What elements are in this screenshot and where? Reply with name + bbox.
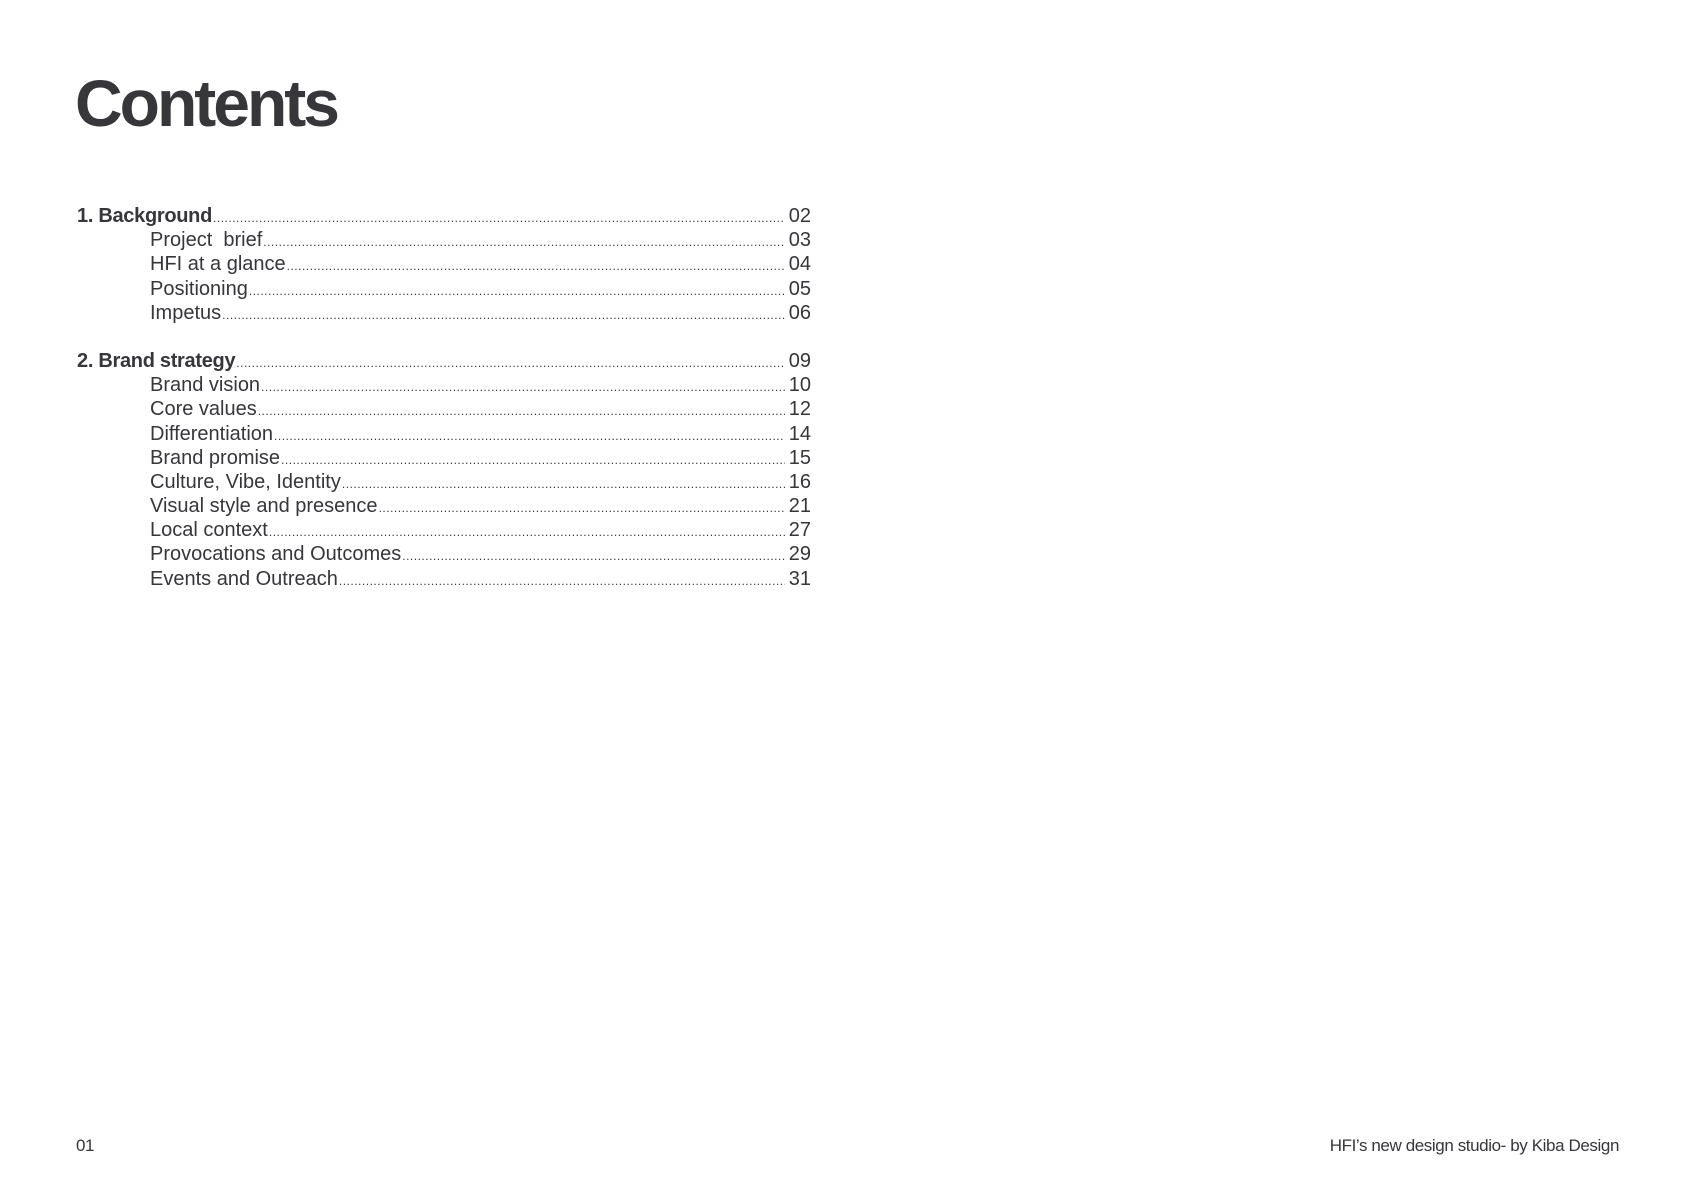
toc-entry-core-values[interactable] (77, 397, 811, 421)
toc-page-number: 21 (788, 495, 811, 518)
toc-entry-label: Local context (150, 519, 268, 542)
dot-leader (261, 375, 785, 399)
toc-entry-label: Differentiation (150, 422, 274, 445)
toc-page-number: 06 (788, 301, 811, 324)
toc-entry-label: 2. Brand strategy (77, 349, 236, 372)
toc-entry-visual-style-and-presence[interactable] (77, 494, 811, 518)
dot-leader (263, 230, 784, 254)
dot-leader (236, 351, 784, 375)
toc-entry-impetus[interactable] (77, 301, 811, 325)
dot-leader (213, 206, 785, 230)
toc-entry-label: Project brief (150, 229, 263, 252)
toc-entry-hfi-at-a-glance[interactable] (77, 252, 811, 276)
toc-page-number: 04 (788, 253, 811, 276)
toc-entry-brand-vision[interactable] (77, 373, 811, 397)
toc-entry-label: Brand vision (150, 374, 261, 397)
toc-entry-label: Core values (150, 398, 257, 421)
toc-entry-label: 1. Background (77, 205, 213, 227)
toc-page-number: 14 (788, 422, 811, 445)
toc-entry-label: HFI at a glance (150, 253, 286, 276)
toc-page-number: 05 (788, 277, 811, 300)
toc-page-number: 27 (788, 519, 811, 542)
toc-entry-label: Positioning (150, 277, 248, 300)
dot-leader (339, 569, 785, 593)
toc-entry-culture-vibe-identity[interactable] (77, 470, 811, 494)
toc-entry-positioning[interactable] (77, 277, 811, 301)
toc-entry-provocations-and-outcomes[interactable] (77, 542, 811, 566)
toc-page-number: 15 (788, 446, 811, 469)
toc-page-number: 16 (788, 470, 811, 493)
dot-leader (281, 448, 785, 472)
toc-section-background (77, 204, 811, 325)
toc-page-number: 03 (788, 229, 811, 252)
toc-entry-project-brief[interactable] (77, 228, 811, 252)
dot-leader (379, 496, 785, 520)
toc-entry-local-context[interactable] (77, 518, 811, 542)
dot-leader (269, 520, 785, 544)
dot-leader (402, 544, 785, 568)
toc-entry-label: Brand promise (150, 446, 281, 469)
toc-entry-events-and-outreach[interactable] (77, 567, 811, 591)
toc-entry-label: Culture, Vibe, Identity (150, 470, 341, 493)
toc-entry-brand-promise[interactable] (77, 446, 811, 470)
dot-leader (249, 279, 785, 303)
toc-page-number: 31 (788, 567, 811, 590)
toc-section-brand-strategy (77, 349, 811, 591)
footer-credit: HFI’s new design studio- by Kiba Design (1329, 1136, 1619, 1155)
toc-entry-background[interactable] (77, 204, 811, 228)
toc-entry-label: Provocations and Outcomes (150, 543, 402, 566)
toc-page-number: 29 (788, 543, 811, 566)
toc-page-number: 12 (788, 398, 811, 421)
toc-entry-label: Visual style and presence (150, 495, 378, 518)
toc-entry-differentiation[interactable] (77, 422, 811, 446)
dot-leader (222, 303, 785, 327)
table-of-contents (77, 204, 811, 591)
toc-page-number: 09 (788, 349, 811, 372)
toc-entry-brand-strategy[interactable] (77, 349, 811, 373)
dot-leader (258, 399, 785, 423)
toc-page-number: 02 (788, 205, 811, 227)
page-title: Contents (75, 66, 337, 140)
dot-leader (274, 424, 785, 448)
toc-entry-label: Events and Outreach (150, 567, 338, 590)
dot-leader (287, 254, 785, 278)
dot-leader (342, 472, 785, 496)
toc-page-number: 10 (788, 374, 811, 397)
footer-page-number: 01 (76, 1136, 95, 1155)
toc-entry-label: Impetus (150, 301, 222, 324)
